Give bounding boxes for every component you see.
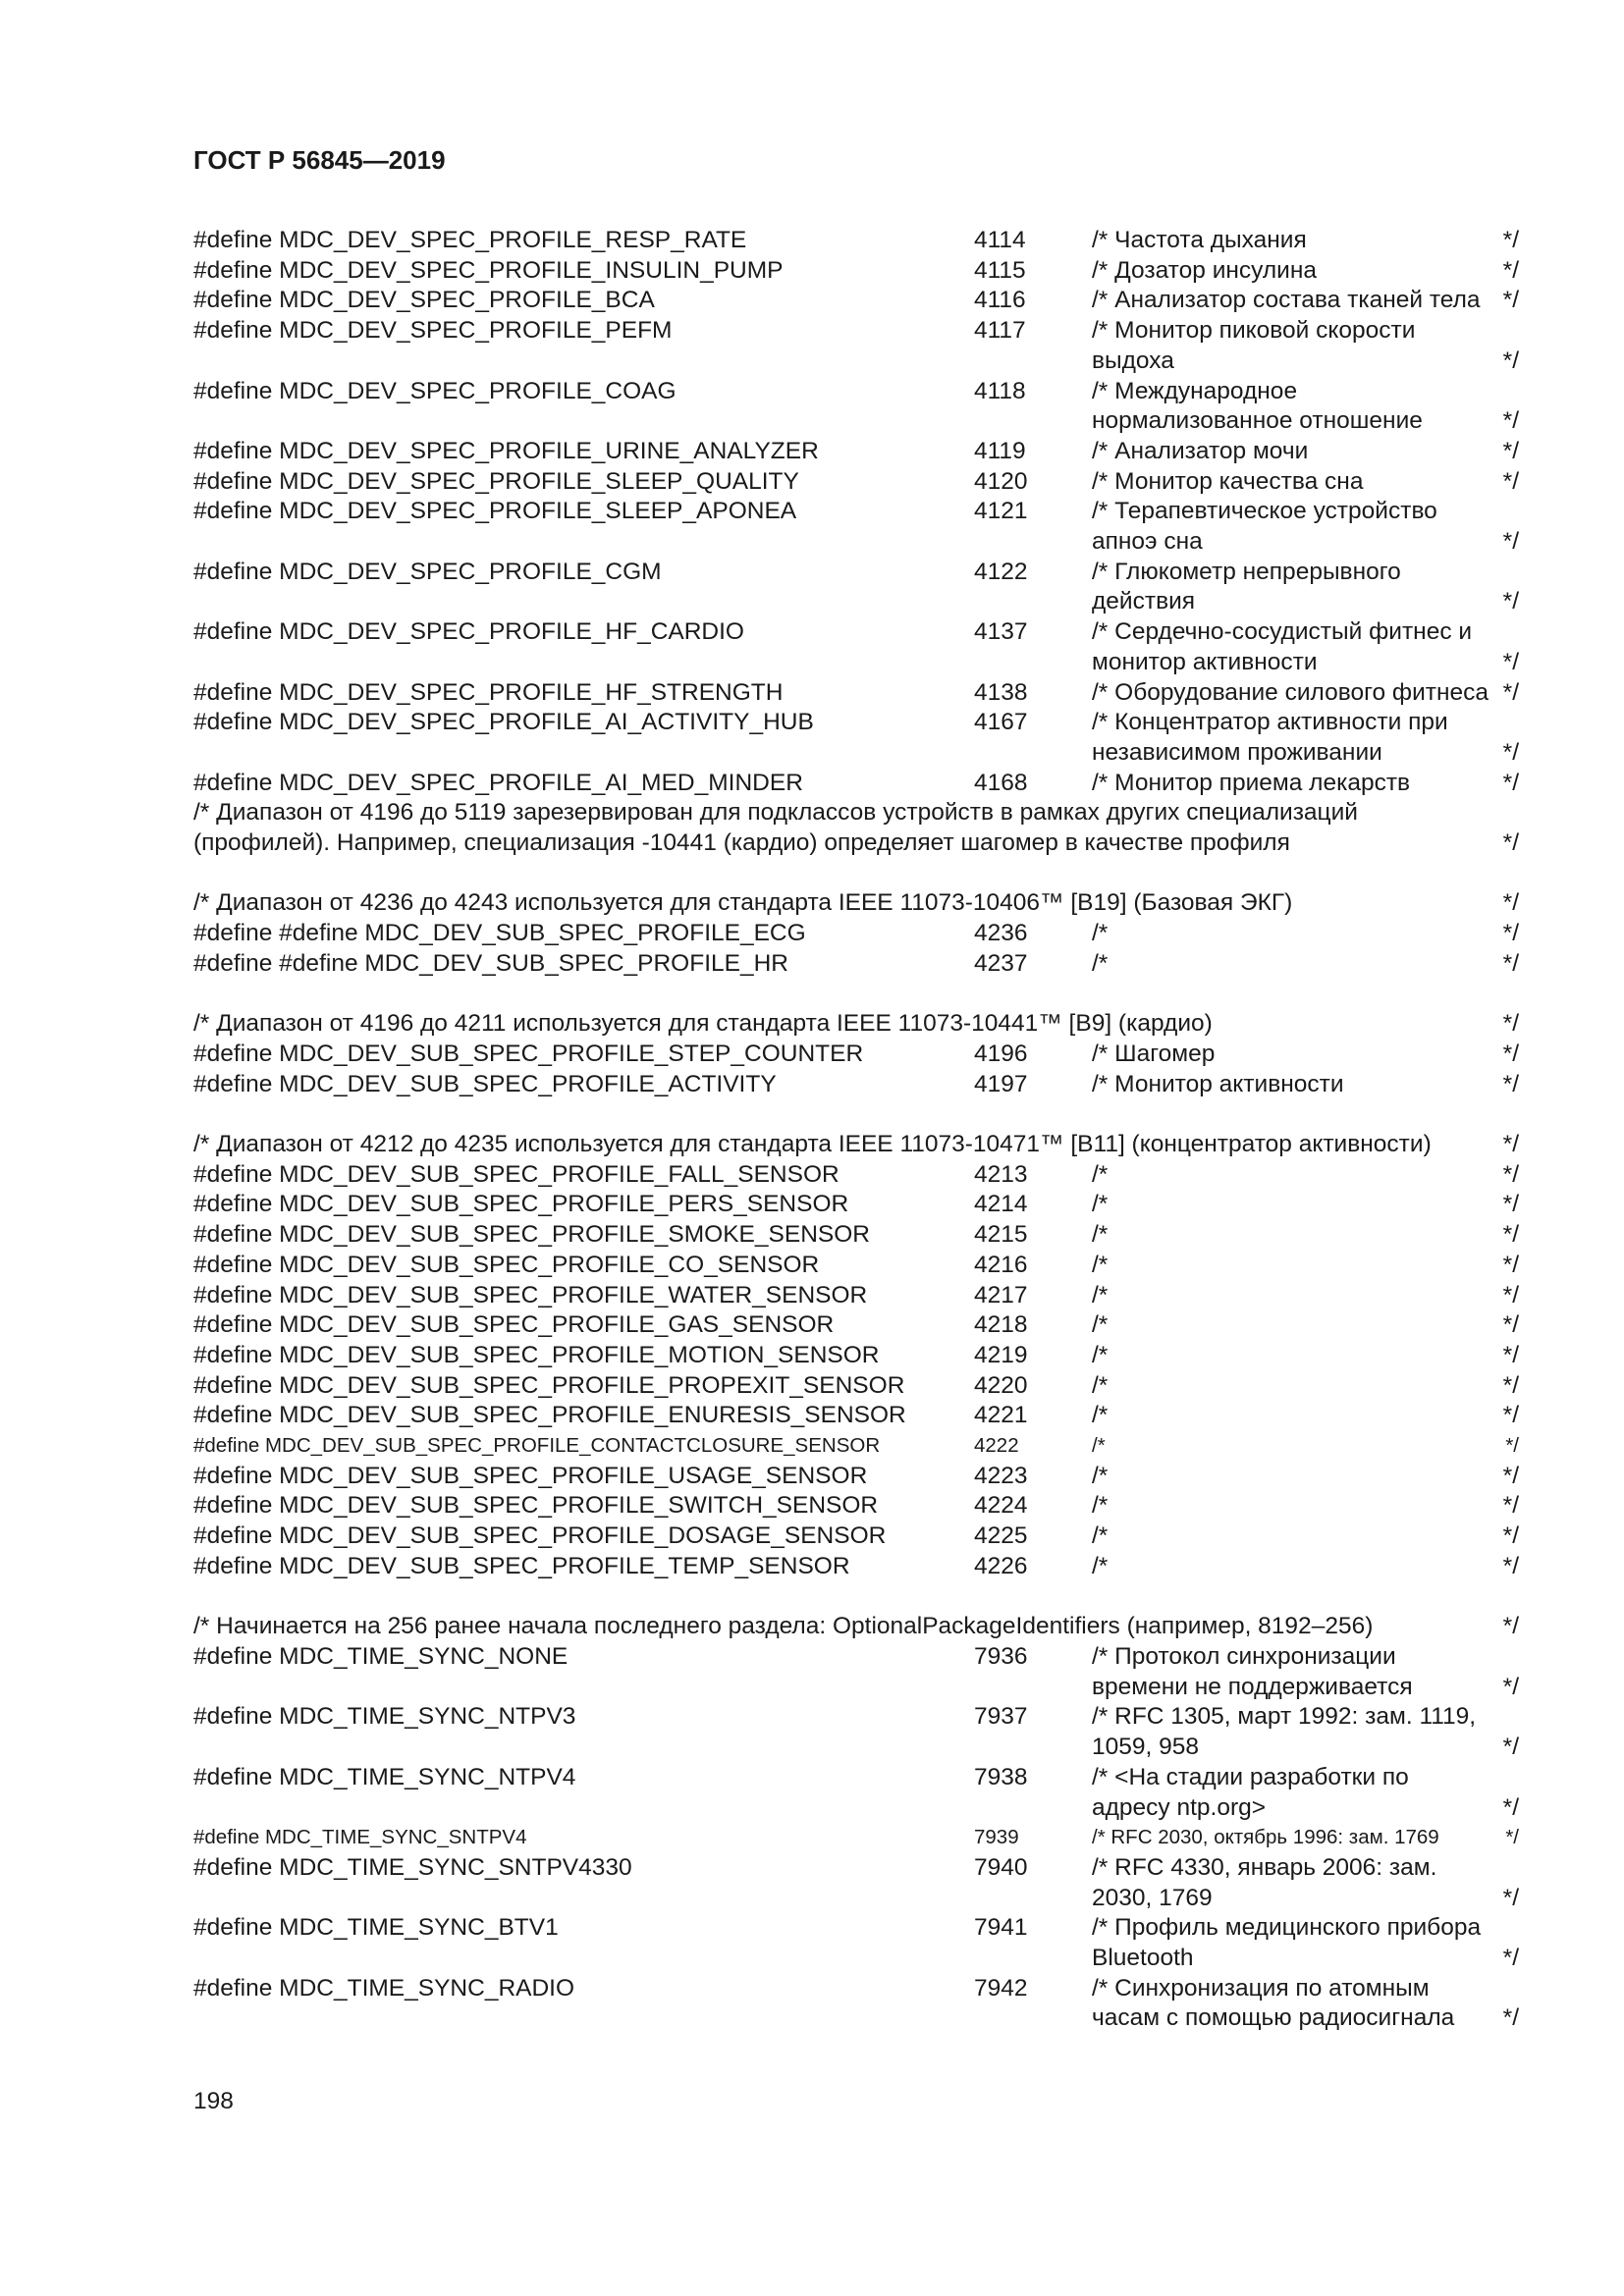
- define-code: 4213: [974, 1160, 1028, 1188]
- define-name: #define MDC_DEV_SUB_SPEC_PROFILE_SWITCH_SENSOR: [193, 1492, 879, 1520]
- comment-row: [193, 1009, 1519, 1040]
- define-row: [193, 769, 1519, 799]
- define-comment: [1092, 919, 1519, 949]
- comment-text: /*: [1092, 949, 1109, 977]
- define-comment: [1092, 1522, 1519, 1552]
- define-row: [193, 1552, 1519, 1582]
- define-row: [193, 558, 1519, 617]
- blank-line: [193, 1099, 1519, 1130]
- comment-row: [193, 1130, 1519, 1160]
- define-name: #define MDC_DEV_SPEC_PROFILE_AI_ACTIVITY_HUB: [193, 709, 814, 736]
- define-row: [193, 1462, 1519, 1492]
- define-code: 4218: [974, 1311, 1028, 1339]
- comment-close: */: [1502, 1613, 1519, 1640]
- define-row: [193, 708, 1519, 768]
- page-number: 198: [193, 2088, 234, 2114]
- define-code: 7937: [974, 1703, 1028, 1731]
- define-comment: [1092, 1341, 1519, 1371]
- comment-text: /*: [1092, 1281, 1109, 1308]
- define-comment: [1092, 316, 1519, 376]
- define-name: #define MDC_TIME_SYNC_SNTPV4: [193, 1826, 527, 1849]
- comment-close: */: [1502, 1311, 1519, 1339]
- define-comment: [1092, 377, 1519, 437]
- comment-close: */: [1505, 1826, 1519, 1849]
- comment-text: /* <На стадии разработки по адресу ntp.org>: [1092, 1763, 1409, 1821]
- define-row: [193, 1070, 1519, 1100]
- comment-close: */: [1502, 769, 1519, 796]
- comment-text: /* Анализатор состава тканей тела: [1092, 287, 1481, 314]
- comment-close: */: [1502, 1070, 1519, 1097]
- blank-line: [193, 980, 1519, 1010]
- define-code: 4197: [974, 1070, 1028, 1097]
- comment-close: */: [1502, 678, 1519, 706]
- define-code: 7936: [974, 1642, 1028, 1670]
- define-name: #define MDC_DEV_SUB_SPEC_PROFILE_FALL_SENSOR: [193, 1160, 839, 1188]
- define-name: #define MDC_DEV_SPEC_PROFILE_URINE_ANALYZER: [193, 437, 819, 464]
- comment-text: /* Монитор пиковой скорости выдоха: [1092, 317, 1416, 374]
- define-row: [193, 1341, 1519, 1371]
- comment-text: /*: [1092, 1191, 1109, 1218]
- define-row: [193, 1853, 1519, 1913]
- define-comment: [1092, 226, 1519, 256]
- comment-close: */: [1502, 588, 1519, 615]
- define-name: #define MDC_DEV_SUB_SPEC_PROFILE_TEMP_SENSOR: [193, 1552, 850, 1579]
- comment-text: /* Частота дыхания: [1092, 227, 1307, 253]
- comment-close: */: [1502, 648, 1519, 675]
- define-code: 7939: [974, 1826, 1019, 1849]
- comment-close: */: [1502, 1402, 1519, 1429]
- define-code: 4219: [974, 1341, 1028, 1368]
- define-comment: [1092, 1310, 1519, 1341]
- comment-close: */: [1502, 407, 1519, 435]
- define-comment: [1092, 256, 1519, 287]
- define-name: #define MDC_DEV_SUB_SPEC_PROFILE_ENURESIS_SENSOR: [193, 1402, 906, 1429]
- define-row: [193, 678, 1519, 709]
- define-code: 4220: [974, 1371, 1028, 1399]
- define-code: 4117: [974, 317, 1026, 345]
- comment-close: */: [1502, 1492, 1519, 1520]
- define-row: [193, 1431, 1519, 1462]
- define-code: 4196: [974, 1040, 1028, 1067]
- define-code: 4225: [974, 1522, 1028, 1550]
- define-code: 4215: [974, 1221, 1028, 1249]
- define-name: #define MDC_DEV_SUB_SPEC_PROFILE_GAS_SENSOR: [193, 1311, 835, 1339]
- comment-close: */: [1502, 1552, 1519, 1579]
- define-code: 4121: [974, 498, 1028, 525]
- define-name: #define MDC_DEV_SUB_SPEC_PROFILE_CO_SENSOR: [193, 1251, 820, 1278]
- define-comment: [1092, 1220, 1519, 1251]
- comment-text: /*: [1092, 1522, 1109, 1550]
- define-code: 4236: [974, 920, 1028, 947]
- comment-text: /* Диапазон от 4196 до 4211 используется для стандарта IEEE 11073-10441™ [B9] (кардио): [193, 1010, 1213, 1038]
- comment-text: /*: [1092, 1552, 1109, 1579]
- define-comment: [1092, 769, 1519, 799]
- define-row: [193, 316, 1519, 376]
- define-code: 7938: [974, 1763, 1028, 1790]
- define-code: 4237: [974, 949, 1028, 977]
- define-row: [193, 1371, 1519, 1402]
- comment-text: /* Начинается на 256 ранее начала последнего раздела: OptionalPackageIdentifiers (например, 8192–256): [193, 1613, 1374, 1640]
- comment-text: /* Протокол синхронизации времени не поддерживается: [1092, 1642, 1413, 1700]
- define-comment: [1092, 1823, 1519, 1853]
- comment-text: /* Профиль медицинского прибора Bluetooth: [1092, 1914, 1482, 1972]
- define-code: 4224: [974, 1492, 1028, 1520]
- define-code: 4226: [974, 1552, 1028, 1579]
- define-name: #define MDC_DEV_SUB_SPEC_PROFILE_WATER_SENSOR: [193, 1281, 868, 1308]
- define-row: [193, 1310, 1519, 1341]
- define-row: [193, 1220, 1519, 1251]
- define-row: [193, 226, 1519, 256]
- blank-line: [193, 859, 1519, 889]
- define-row: [193, 497, 1519, 557]
- define-comment: [1092, 1552, 1519, 1582]
- comment-text: /* Монитор качества сна: [1092, 467, 1364, 495]
- define-name: #define #define MDC_DEV_SUB_SPEC_PROFILE_ECG: [193, 920, 806, 947]
- define-row: [193, 1251, 1519, 1281]
- comment-close: */: [1502, 1673, 1519, 1700]
- comment-close: */: [1505, 1434, 1519, 1458]
- define-comment: [1092, 1251, 1519, 1281]
- define-comment: [1092, 497, 1519, 557]
- comment-close: */: [1502, 738, 1519, 766]
- define-code: 4119: [974, 437, 1026, 464]
- define-comment: [1092, 708, 1519, 768]
- define-comment: [1092, 1160, 1519, 1191]
- comment-close: */: [1502, 1131, 1519, 1158]
- define-row: [193, 919, 1519, 949]
- define-comment: [1092, 1070, 1519, 1100]
- define-comment: [1092, 1853, 1519, 1913]
- comment-row: [193, 888, 1519, 919]
- comment-text: /* Диапазон от 4212 до 4235 используется для стандарта IEEE 11073-10471™ [B11] (концентратор активности): [193, 1131, 1432, 1158]
- define-row: [193, 1281, 1519, 1311]
- blank-line: [193, 1582, 1519, 1613]
- define-name: #define MDC_DEV_SPEC_PROFILE_PEFM: [193, 317, 673, 345]
- define-code: 4116: [974, 287, 1026, 314]
- comment-text: /* Шагомер: [1092, 1040, 1216, 1067]
- comment-close: */: [1502, 347, 1519, 374]
- comment-close: */: [1502, 1522, 1519, 1550]
- comment-close: */: [1502, 227, 1519, 253]
- comment-close: */: [1502, 467, 1519, 495]
- define-name: #define MDC_TIME_SYNC_NTPV4: [193, 1763, 576, 1790]
- define-name: #define MDC_DEV_SPEC_PROFILE_INSULIN_PUMP: [193, 256, 784, 284]
- define-row: [193, 1702, 1519, 1762]
- define-comment: [1092, 286, 1519, 316]
- define-row: [193, 1040, 1519, 1070]
- define-comment: [1092, 1040, 1519, 1070]
- comment-text: /* Глюкометр непрерывного действия: [1092, 558, 1401, 615]
- define-row: [193, 1763, 1519, 1823]
- comment-text: /* Концентратор активности при независимом проживании: [1092, 709, 1448, 766]
- define-comment: [1092, 949, 1519, 980]
- comment-text: /* Диапазон от 4196 до 5119 зарезервирован для подклассов устройств в рамках других специализаций (профилей). Например, специализация -10441 (кардио) определяет шагомер в качестве профиля: [193, 799, 1358, 857]
- define-comment: [1092, 1974, 1519, 2034]
- comment-close: */: [1502, 1281, 1519, 1308]
- comment-close: */: [1502, 1793, 1519, 1821]
- define-comment: [1092, 1702, 1519, 1762]
- define-comment: [1092, 1491, 1519, 1522]
- define-name: #define MDC_DEV_SUB_SPEC_PROFILE_ACTIVITY: [193, 1070, 777, 1097]
- comment-text: /*: [1092, 1221, 1109, 1249]
- define-code: 4114: [974, 227, 1026, 253]
- define-row: [193, 617, 1519, 677]
- comment-close: */: [1502, 437, 1519, 464]
- define-comment: [1092, 1190, 1519, 1220]
- define-comment: [1092, 617, 1519, 677]
- define-name: #define MDC_DEV_SPEC_PROFILE_HF_CARDIO: [193, 618, 744, 646]
- comment-close: */: [1502, 889, 1519, 917]
- define-row: [193, 1491, 1519, 1522]
- define-name: #define MDC_TIME_SYNC_NTPV3: [193, 1703, 576, 1731]
- comment-text: /*: [1092, 1492, 1109, 1520]
- comment-close: */: [1502, 829, 1519, 857]
- comment-text: /* Анализатор мочи: [1092, 437, 1309, 464]
- comment-text: /* Международное нормализованное отношение: [1092, 377, 1423, 435]
- define-row: [193, 377, 1519, 437]
- define-code: 4122: [974, 558, 1028, 585]
- define-name: #define MDC_DEV_SPEC_PROFILE_HF_STRENGTH: [193, 678, 784, 706]
- comment-close: */: [1502, 1221, 1519, 1249]
- define-code: 4115: [974, 256, 1026, 284]
- comment-close: */: [1502, 287, 1519, 314]
- comment-text: /* Сердечно-сосудистый фитнес и монитор активности: [1092, 618, 1473, 675]
- code-listing: [193, 226, 1519, 2034]
- define-code: 4221: [974, 1402, 1028, 1429]
- define-comment: [1092, 1763, 1519, 1823]
- comment-text: /*: [1092, 1371, 1109, 1399]
- comment-text: /* Монитор приема лекарств: [1092, 769, 1411, 796]
- define-name: #define MDC_DEV_SUB_SPEC_PROFILE_SMOKE_SENSOR: [193, 1221, 870, 1249]
- comment-text: /* Монитор активности: [1092, 1070, 1344, 1097]
- define-row: [193, 1913, 1519, 1973]
- define-name: #define #define MDC_DEV_SUB_SPEC_PROFILE_HR: [193, 949, 788, 977]
- define-row: [193, 1823, 1519, 1853]
- define-name: #define MDC_DEV_SPEC_PROFILE_SLEEP_QUALITY: [193, 467, 799, 495]
- define-comment: [1092, 1281, 1519, 1311]
- define-comment: [1092, 437, 1519, 467]
- comment-text: /*: [1092, 1341, 1109, 1368]
- comment-close: */: [1502, 528, 1519, 556]
- define-name: #define MDC_TIME_SYNC_BTV1: [193, 1914, 559, 1942]
- define-row: [193, 1974, 1519, 2034]
- define-code: 4167: [974, 709, 1028, 736]
- define-name: #define MDC_DEV_SUB_SPEC_PROFILE_STEP_COUNTER: [193, 1040, 864, 1067]
- define-row: [193, 437, 1519, 467]
- define-comment: [1092, 558, 1519, 617]
- define-comment: [1092, 1371, 1519, 1402]
- define-code: 4216: [974, 1251, 1028, 1278]
- comment-row: [193, 1612, 1519, 1642]
- comment-text: /* RFC 2030, октябрь 1996: зам. 1769: [1092, 1826, 1439, 1849]
- define-code: 4138: [974, 678, 1028, 706]
- define-row: [193, 1642, 1519, 1702]
- comment-close: */: [1502, 256, 1519, 284]
- comment-close: */: [1502, 1462, 1519, 1489]
- comment-close: */: [1502, 1191, 1519, 1218]
- comment-text: /*: [1092, 1311, 1109, 1339]
- define-code: 4137: [974, 618, 1028, 646]
- comment-close: */: [1502, 1160, 1519, 1188]
- comment-close: */: [1502, 1371, 1519, 1399]
- comment-text: /* Дозатор инсулина: [1092, 256, 1318, 284]
- define-name: #define MDC_DEV_SPEC_PROFILE_RESP_RATE: [193, 227, 747, 253]
- define-row: [193, 1401, 1519, 1431]
- comment-close: */: [1502, 1251, 1519, 1278]
- define-name: #define MDC_DEV_SPEC_PROFILE_CGM: [193, 558, 662, 585]
- comment-text: /* RFC 1305, март 1992: зам. 1119, 1059, 958: [1092, 1703, 1477, 1761]
- comment-close: */: [1502, 1040, 1519, 1067]
- define-name: #define MDC_DEV_SPEC_PROFILE_SLEEP_APONEA: [193, 498, 797, 525]
- define-code: 4118: [974, 377, 1026, 404]
- define-comment: [1092, 678, 1519, 709]
- define-name: #define MDC_TIME_SYNC_RADIO: [193, 1974, 575, 2002]
- define-name: #define MDC_DEV_SPEC_PROFILE_AI_MED_MINDER: [193, 769, 803, 796]
- define-code: 4214: [974, 1191, 1028, 1218]
- comment-text: /* Диапазон от 4236 до 4243 используется для стандарта IEEE 11073-10406™ [B19] (Базовая ЭКГ): [193, 889, 1293, 917]
- define-name: #define MDC_DEV_SUB_SPEC_PROFILE_CONTACTCLOSURE_SENSOR: [193, 1434, 881, 1458]
- comment-close: */: [1502, 2004, 1519, 2032]
- comment-text: /* Терапевтическое устройство апноэ сна: [1092, 498, 1437, 556]
- define-code: 7942: [974, 1974, 1028, 2002]
- comment-text: /*: [1092, 1160, 1109, 1188]
- define-code: 4217: [974, 1281, 1028, 1308]
- comment-text: /*: [1092, 1402, 1109, 1429]
- define-name: #define MDC_TIME_SYNC_SNTPV4330: [193, 1853, 632, 1881]
- comment-close: */: [1502, 1945, 1519, 1972]
- comment-text: /* Оборудование силового фитнеса: [1092, 678, 1489, 706]
- define-name: #define MDC_DEV_SUB_SPEC_PROFILE_PROPEXIT_SENSOR: [193, 1371, 905, 1399]
- define-code: 4223: [974, 1462, 1028, 1489]
- define-comment: [1092, 1913, 1519, 1973]
- comment-text: /*: [1092, 1462, 1109, 1489]
- define-name: #define MDC_DEV_SUB_SPEC_PROFILE_MOTION_SENSOR: [193, 1341, 880, 1368]
- comment-row: [193, 798, 1519, 858]
- define-code: 7941: [974, 1914, 1028, 1942]
- define-code: 7940: [974, 1853, 1028, 1881]
- document-header: ГОСТ Р 56845—2019: [193, 145, 446, 175]
- define-code: 4222: [974, 1434, 1019, 1458]
- comment-close: */: [1502, 1884, 1519, 1911]
- comment-close: */: [1502, 949, 1519, 977]
- comment-close: */: [1502, 1734, 1519, 1761]
- define-comment: [1092, 1642, 1519, 1702]
- comment-close: */: [1502, 1010, 1519, 1038]
- define-name: #define MDC_DEV_SUB_SPEC_PROFILE_USAGE_SENSOR: [193, 1462, 868, 1489]
- define-code: 4168: [974, 769, 1028, 796]
- define-row: [193, 256, 1519, 287]
- define-name: #define MDC_DEV_SPEC_PROFILE_COAG: [193, 377, 677, 404]
- define-comment: [1092, 1431, 1519, 1462]
- define-row: [193, 286, 1519, 316]
- define-row: [193, 1190, 1519, 1220]
- comment-text: /* Синхронизация по атомным часам с помощью радиосигнала: [1092, 1974, 1455, 2032]
- comment-text: /*: [1092, 920, 1109, 947]
- define-row: [193, 1522, 1519, 1552]
- define-comment: [1092, 1401, 1519, 1431]
- define-name: #define MDC_DEV_SUB_SPEC_PROFILE_DOSAGE_SENSOR: [193, 1522, 887, 1550]
- comment-close: */: [1502, 1341, 1519, 1368]
- comment-close: */: [1502, 920, 1519, 947]
- define-comment: [1092, 1462, 1519, 1492]
- define-row: [193, 1160, 1519, 1191]
- define-comment: [1092, 467, 1519, 498]
- comment-text: /*: [1092, 1434, 1106, 1458]
- define-code: 4120: [974, 467, 1028, 495]
- define-row: [193, 949, 1519, 980]
- comment-text: /*: [1092, 1251, 1109, 1278]
- comment-text: /* RFC 4330, январь 2006: зам. 2030, 1769: [1092, 1853, 1437, 1911]
- define-row: [193, 467, 1519, 498]
- define-name: #define MDC_TIME_SYNC_NONE: [193, 1642, 568, 1670]
- define-name: #define MDC_DEV_SPEC_PROFILE_BCA: [193, 287, 655, 314]
- define-name: #define MDC_DEV_SUB_SPEC_PROFILE_PERS_SENSOR: [193, 1191, 849, 1218]
